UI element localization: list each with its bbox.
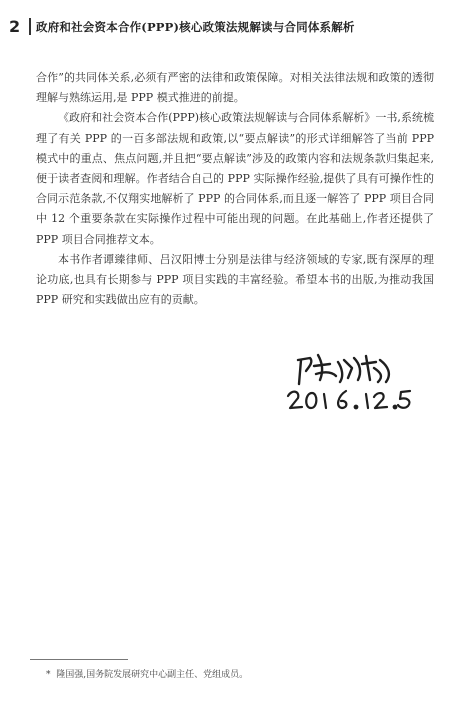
body-text xyxy=(36,68,434,310)
paragraph-2: 《政府和社会资本合作(PPP)核心政策法规解读与合同体系解析》一书,系统梳理了有关 PPP 的一百多部法规和政策,以“要点解读”的形式详细解答了当前 PPP 模式中的重点、焦点问题,并且把“要点解读”涉及的政策内容和法规条款归集起来,便于读者查阅和理解。作者结合自己的 PPP 实际操作经验,提供了具有可操作性的合同示范条款,不仅翔实地解析了 PPP 的合同体系,而且逐一解答了 PPP 项目合同中 12 个重要条款在实际操作过程中可能出现的问题。在此基础上,作者还提供了 PPP 项目合同推荐文本。 xyxy=(36,111,434,246)
footnote-text: 隆国强,国务院发展研究中心副主任、党组成员。 xyxy=(56,670,249,680)
footnote xyxy=(46,667,436,680)
page-number: 2 xyxy=(9,17,21,36)
signature-date-image xyxy=(286,386,436,416)
paragraph-1: 合作”的共同体关系,必须有严密的法律和政策保障。对相关法律法规和政策的透彻理解与熟练运用,是 PPP 模式推进的前提。 xyxy=(36,71,434,105)
footnote-rule xyxy=(30,659,128,660)
running-title: 政府和社会资本合作(PPP)核心政策法规解读与合同体系解析 xyxy=(36,20,355,34)
header-divider xyxy=(29,18,31,35)
paragraph-3: 本书作者谭臻律师、吕汉阳博士分别是法律与经济领域的专家,既有深厚的理论功底,也具有长期参与 PPP 项目实践的丰富经验。希望本书的出版,为推动我国 PPP 研究和实践做出应有的贡献。 xyxy=(36,252,434,307)
handwritten-date xyxy=(286,386,436,416)
footnote-marker: * xyxy=(46,670,51,680)
page-header xyxy=(9,16,459,40)
